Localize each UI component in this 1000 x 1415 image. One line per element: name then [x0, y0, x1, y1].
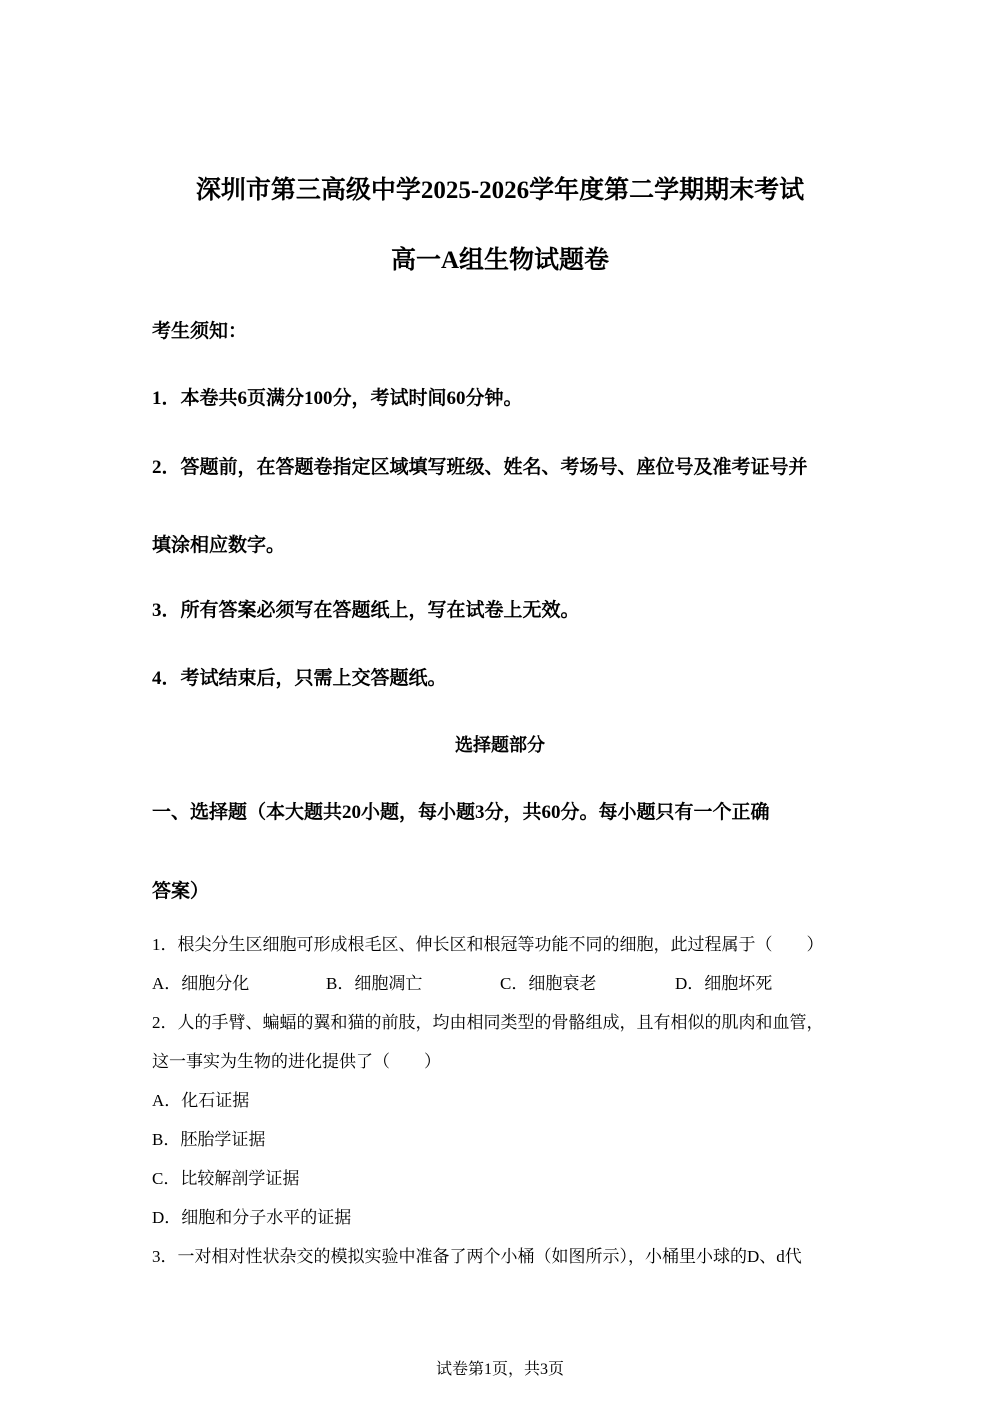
option-c: C．比较解剖学证据 [152, 1169, 300, 1188]
notice-item: 填涂相应数字。 [152, 535, 286, 556]
option-a: A．细胞分化 [152, 974, 250, 993]
notice-item: 3．所有答案必须写在答题纸上，写在试卷上无效。 [152, 600, 580, 621]
notice-item: 2．答题前，在答题卷指定区域填写班级、姓名、考场号、座位号及准考证号并 [152, 457, 808, 478]
notice-heading: 考生须知： [152, 321, 248, 342]
page-footer: 试卷第1页，共3页 [435, 1361, 564, 1378]
question-3-stem: 3．一对相对性状杂交的模拟实验中准备了两个小桶（如图所示），小桶里小球的D、d代 [152, 1247, 802, 1266]
question-2-stem: 2．人的手臂、蝙蝠的翼和猫的前肢，均由相同类型的骨骼组成，且有相似的肌肉和血管， [152, 1013, 824, 1032]
exam-subtitle: 高一A组生物试题卷 [390, 247, 610, 274]
option-d: D．细胞和分子水平的证据 [152, 1208, 352, 1227]
option-b: B．胚胎学证据 [152, 1130, 266, 1149]
question-1-stem: 1．根尖分生区细胞可形成根毛区、伸长区和根冠等功能不同的细胞，此过程属于（ ） [152, 935, 824, 954]
notice-item: 1．本卷共6页满分100分，考试时间60分钟。 [152, 388, 523, 409]
question-2-stem-continued: 这一事实为生物的进化提供了（ ） [152, 1052, 441, 1071]
option-d: D．细胞坏死 [675, 974, 773, 993]
option-b: B．细胞凋亡 [326, 974, 423, 993]
exam-title: 深圳市第三高级中学2025-2026学年度第二学期期末考试 [195, 177, 805, 204]
option-c: C．细胞衰老 [500, 974, 597, 993]
section-title: 选择题部分 [455, 735, 545, 755]
part-heading: 一、选择题（本大题共20小题，每小题3分，共60分。每小题只有一个正确 [152, 802, 770, 823]
part-heading-continued: 答案） [152, 881, 210, 902]
option-a: A．化石证据 [152, 1091, 250, 1110]
notice-item: 4．考试结束后，只需上交答题纸。 [152, 668, 447, 689]
